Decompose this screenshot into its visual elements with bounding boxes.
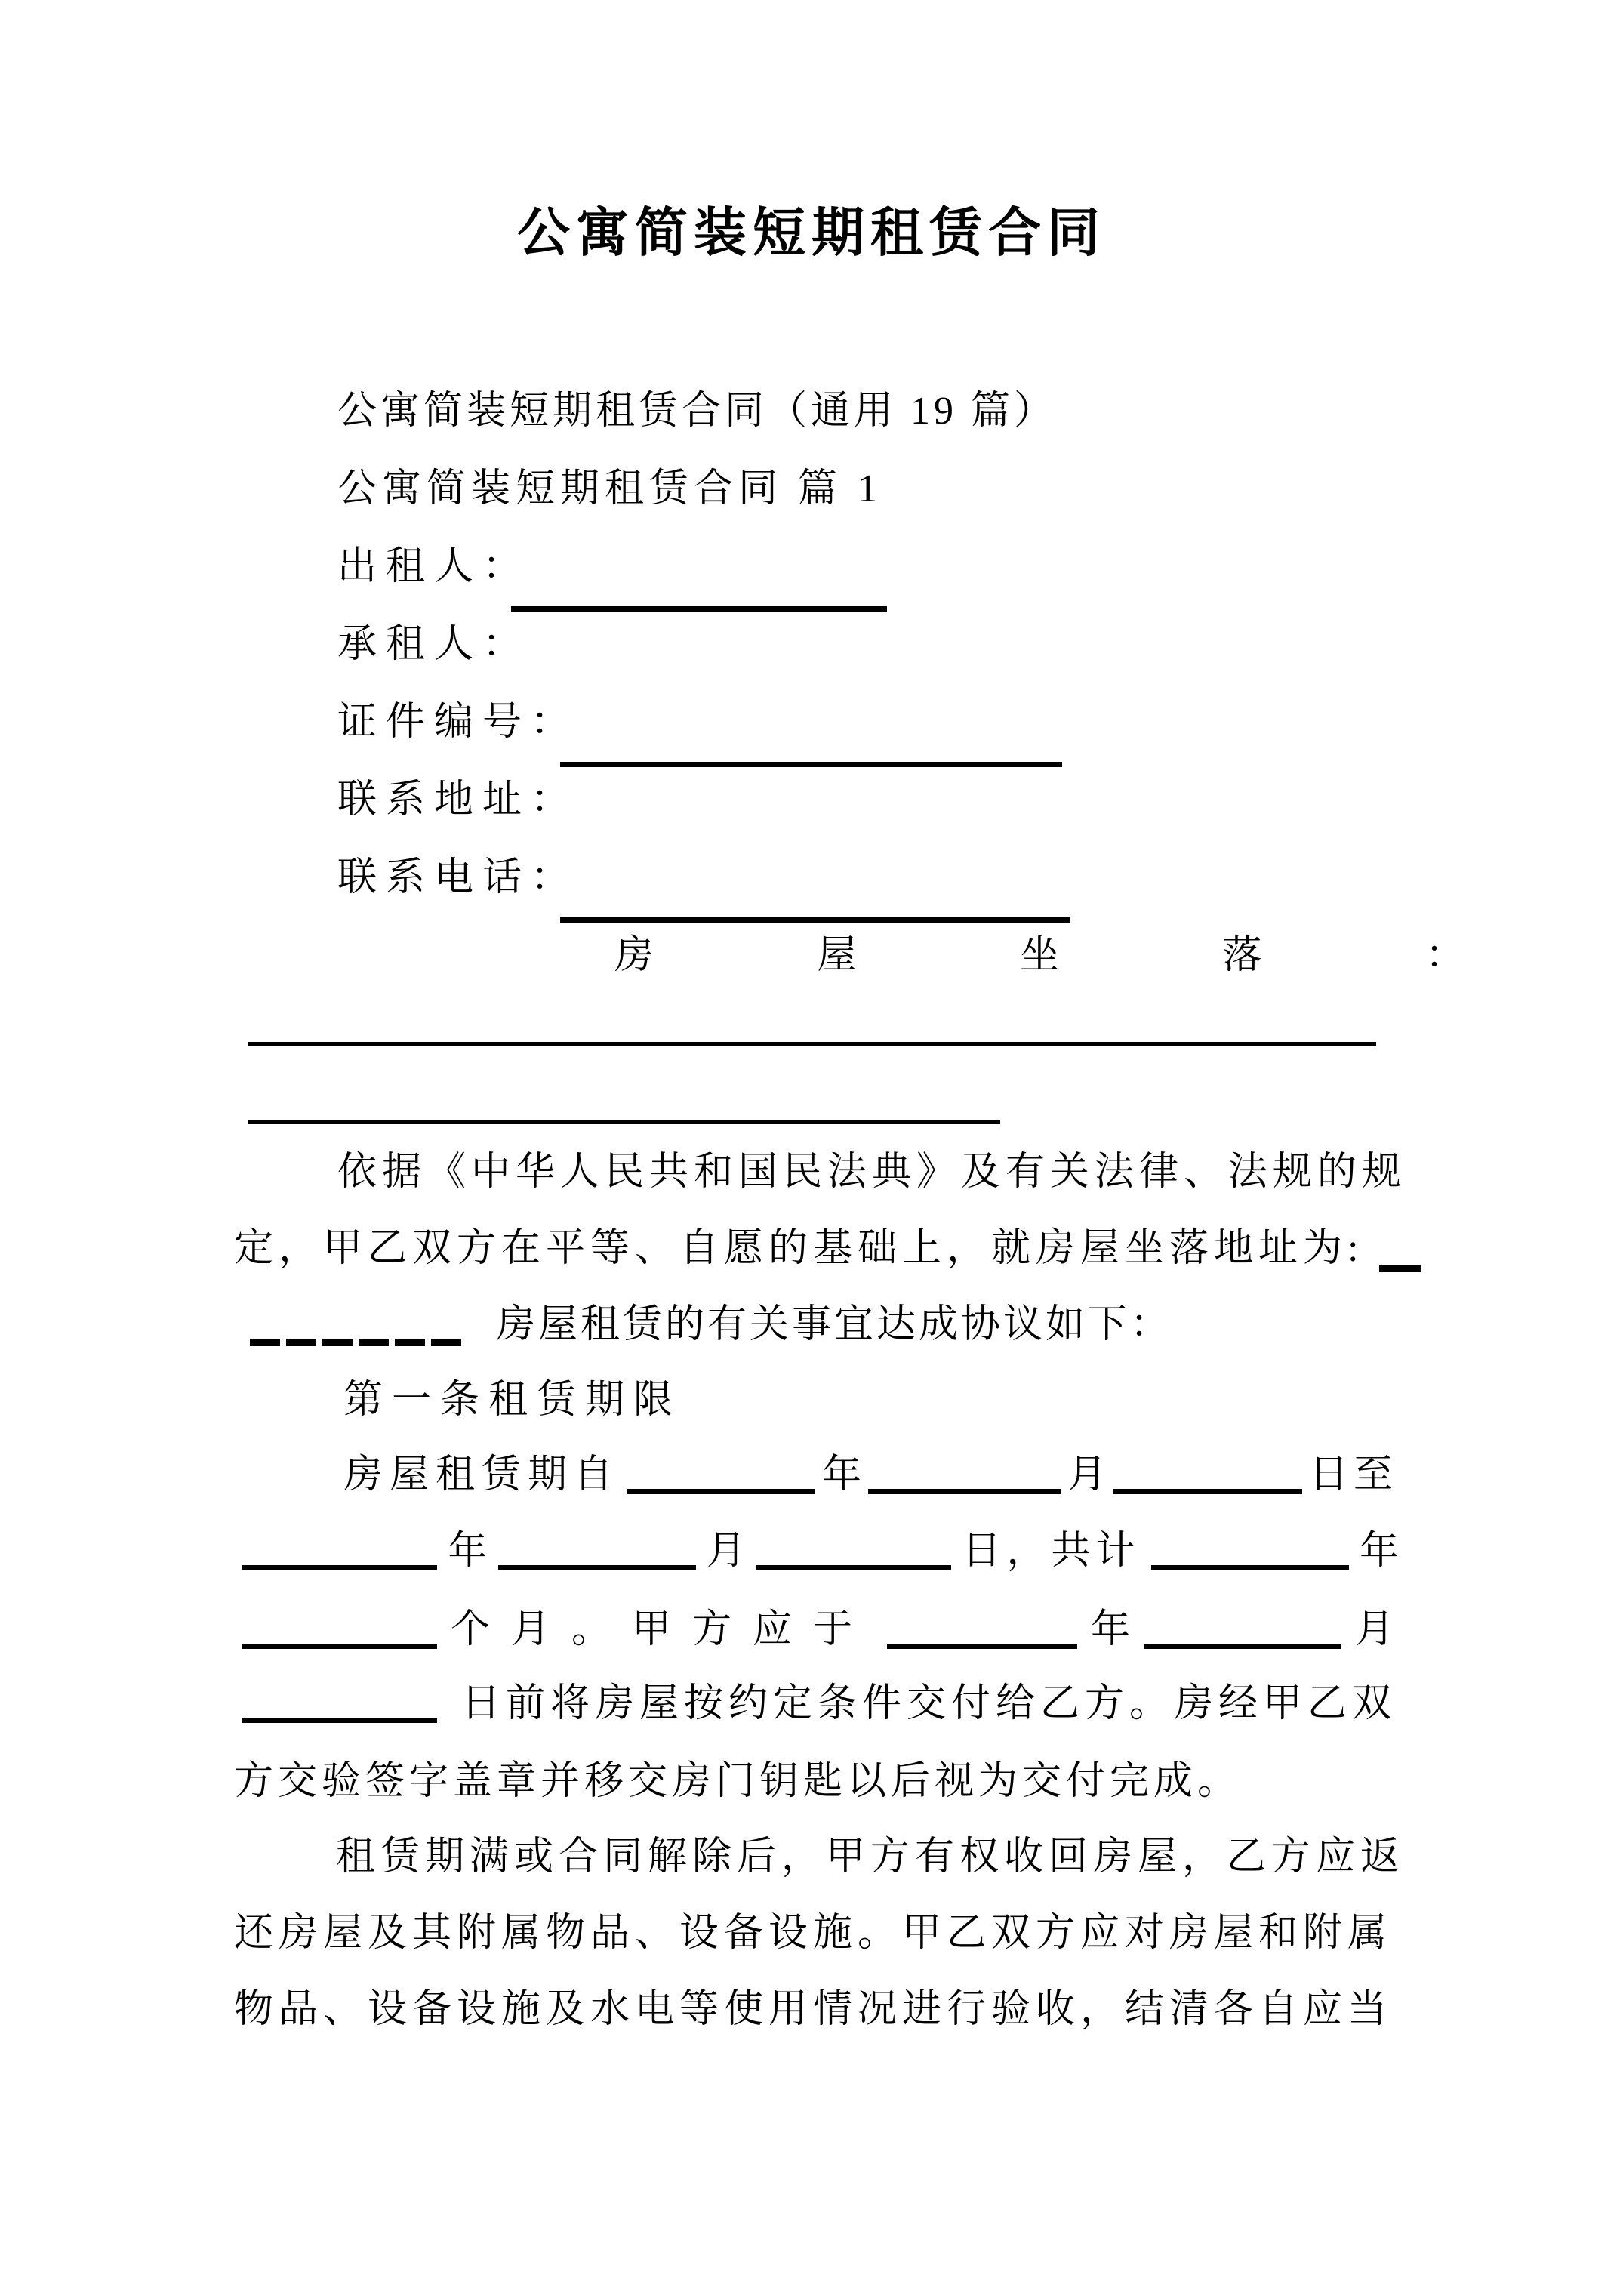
- return-paragraph-line-1: 租赁期满或合同解除后，甲方有权收回房屋，乙方应返: [336, 1835, 1406, 1878]
- house-location-line: [614, 936, 1464, 975]
- lease-term-text: 房屋租赁期自: [343, 1453, 621, 1496]
- intro-paragraph-line-2: 定，甲乙双方在平等、自愿的基础上，就房屋坐落地址为:: [234, 1227, 1364, 1270]
- house-location-char: 房: [614, 934, 654, 977]
- lease-term-line-3: [242, 1610, 1394, 1650]
- house-location-char: 落: [1222, 934, 1262, 977]
- blank-dash: [359, 1339, 389, 1346]
- day-blank-underline: [756, 1532, 951, 1570]
- year-unit-label: 年: [821, 1453, 861, 1496]
- total-years-blank-underline: [1151, 1532, 1349, 1570]
- year-unit-label: 年: [448, 1530, 488, 1573]
- id-number-label: 证件编号：: [337, 701, 580, 744]
- day-blank-underline: [242, 1684, 437, 1723]
- lease-term-text: 日至: [1308, 1453, 1398, 1496]
- id-number-blank-underline: [560, 762, 1062, 767]
- months-blank-underline: [242, 1610, 437, 1649]
- year-blank-underline: [887, 1610, 1077, 1649]
- month-unit-label: 月: [706, 1530, 746, 1573]
- address-blank-dash: [1379, 1265, 1421, 1272]
- contact-phone-blank-underline: [560, 917, 1070, 923]
- year-unit-label: 年: [1090, 1608, 1130, 1651]
- house-location-char: 坐: [1019, 934, 1059, 977]
- lease-term-text: 个月。甲方应于: [450, 1608, 873, 1651]
- blank-dash: [250, 1339, 280, 1346]
- month-unit-label: 月: [1067, 1453, 1107, 1496]
- intro-paragraph-line-3: 房屋租赁的有关事宜达成协议如下：: [496, 1303, 1173, 1346]
- subtitle-part-1: 公寓简装短期租赁合同 篇 1: [337, 467, 883, 510]
- return-paragraph-line-2: 还房屋及其附属物品、设备设施。甲乙双方应对房屋和附属: [234, 1912, 1393, 1955]
- handover-text: 日前将房屋按约定条件交付给乙方。房经甲乙双: [460, 1682, 1397, 1725]
- location-blank-line-2: [248, 1120, 1000, 1124]
- return-paragraph-line-3: 物品、设备设施及水电等使用情况进行验收，结清各自应当: [234, 1988, 1393, 2031]
- lessor-blank-underline: [511, 606, 887, 612]
- handover-completion-line: 方交验签字盖章并移交房门钥匙以后视为交付完成。: [234, 1760, 1242, 1803]
- blank-dash: [431, 1339, 461, 1346]
- lease-term-line-2: [242, 1532, 1399, 1571]
- house-location-colon: ：: [1424, 934, 1464, 977]
- contact-phone-label: 联系电话：: [337, 856, 580, 899]
- blank-dash: [286, 1339, 316, 1346]
- month-blank-underline: [1144, 1610, 1341, 1649]
- house-location-char: 屋: [817, 934, 857, 977]
- blank-dash: [322, 1339, 353, 1346]
- lease-term-text: 日，共计: [962, 1530, 1141, 1573]
- contract-title: 公寓简装短期租赁合同: [517, 205, 1106, 263]
- month-unit-label: 月: [1354, 1608, 1394, 1651]
- intro-paragraph-line-1: 依据《中华人民共和国民法典》及有关法律、法规的规: [337, 1151, 1407, 1194]
- month-blank-underline: [498, 1532, 696, 1570]
- article-1-heading: 第一条租赁期限: [343, 1379, 682, 1422]
- day-blank-underline: [1113, 1456, 1302, 1494]
- contact-address-label: 联系地址：: [337, 778, 580, 821]
- blank-dash: [395, 1339, 425, 1346]
- lease-term-line-1: [343, 1453, 1398, 1496]
- year-unit-label: 年: [1359, 1530, 1399, 1573]
- lessor-label: 出租人：: [337, 545, 531, 588]
- address-blank-dashes: [250, 1339, 461, 1346]
- lease-term-line-4: [242, 1684, 1397, 1724]
- subtitle-generic-19: 公寓简装短期租赁合同（通用 19 篇）: [337, 390, 1058, 433]
- lessee-label: 承租人：: [337, 623, 531, 666]
- month-blank-underline: [868, 1456, 1061, 1494]
- year-blank-underline: [242, 1532, 437, 1570]
- year-blank-underline: [627, 1456, 815, 1494]
- location-blank-line-1: [248, 1042, 1376, 1046]
